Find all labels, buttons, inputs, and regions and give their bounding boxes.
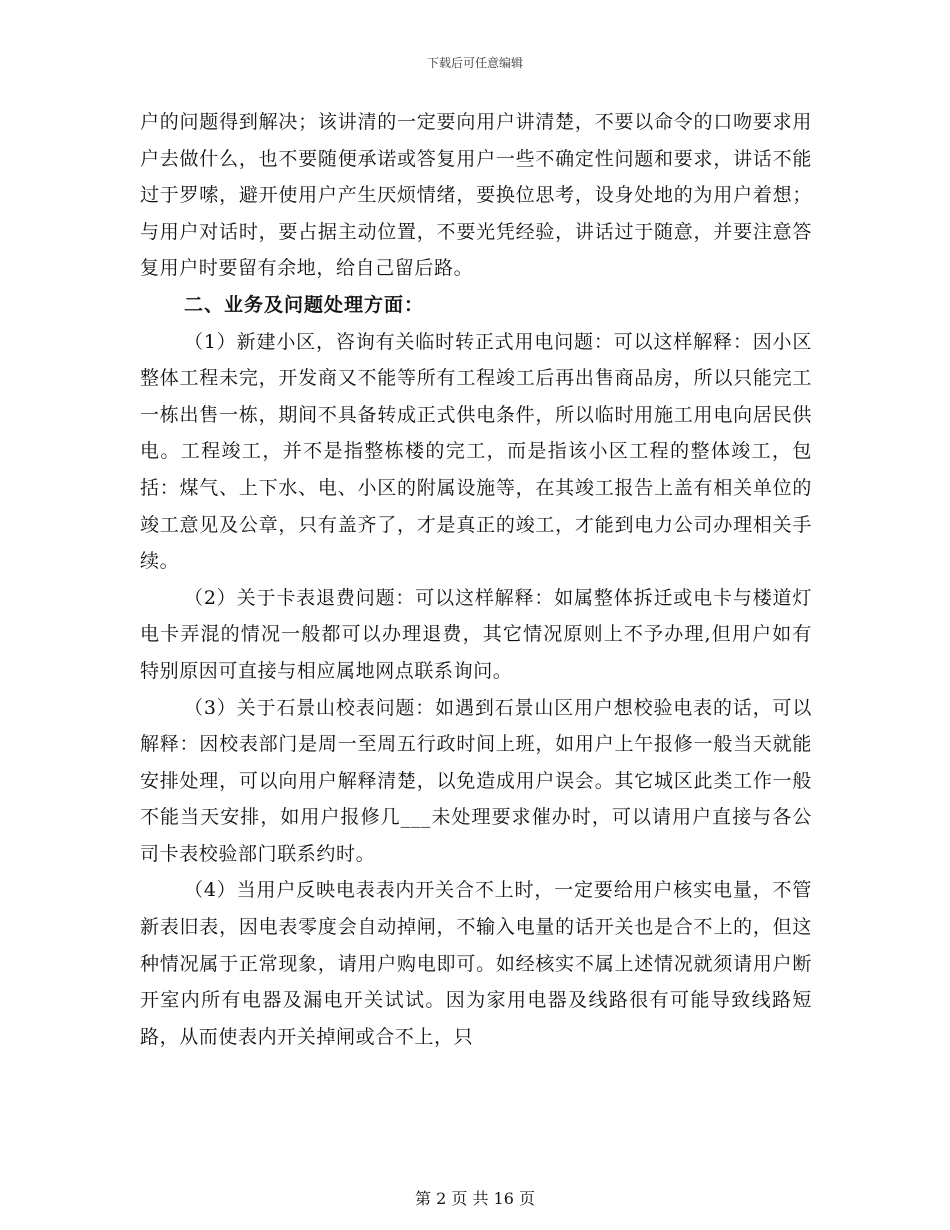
paragraph-item-3: （3）关于石景山校表问题：如遇到石景山区用户想校验电表的话，可以解释：因校表部门是周一至周五行政时间上班，如用户上午报修一般当天就能安排处理，可以向用户解释清楚，以免造成用户误会。其它城区此类工作一般不能当天安排，如用户报修几___未处理要求催办时，可以请用户直接与各公司卡表校验部门联系约时。: [140, 696, 812, 865]
page-number-footer: 第 2 页 共 16 页: [415, 1189, 535, 1208]
page-header-note: 下载后可任意编辑: [426, 56, 523, 70]
paragraph-continuation: 户的问题得到解决；该讲清的一定要向用户讲清楚，不要以命令的口吻要求用户去做什么，也不要随便承诺或答复用户一些不确定性问题和要求，讲话不能过于罗嗦，避开使用户产生厌烦情绪，要换位思考，设身处地的为用户着想；与用户对话时，要占据主动位置，不要光凭经验，讲话过于随意，并要注意答复用户时要留有余地，给自己留后路。: [140, 111, 812, 280]
paragraph-item-1: （1）新建小区，咨询有关临时转正式用电问题：可以这样解释：因小区整体工程未完，开发商又不能等所有工程竣工后再出售商品房，所以只能完工一栋出售一栋，期间不具备转成正式供电条件，所以临时用施工用电向居民供电。工程竣工，并不是指整栋楼的完工，而是指该小区工程的整体竣工，包括：煤气、上下水、电、小区的附属设施等，在其竣工报告上盖有相关单位的竣工意见及公章，只有盖齐了，才是真正的竣工，才能到电力公司办理相关手续。: [140, 330, 812, 573]
paragraph-item-4: （4）当用户反映电表表内开关合不上时，一定要给用户核实电量，不管新表旧表，因电表零度会自动掉闸，不输入电量的话开关也是合不上的，但这种情况属于正常现象，请用户购电即可。如经核实不属上述情况就须请用户断开室内所有电器及漏电开关试试。因为家用电器及线路很有可能导致线路短路，从而使表内开关掉闸或合不上，只: [140, 879, 812, 1048]
paragraph-item-2: （2）关于卡表退费问题：可以这样解释：如属整体拆迁或电卡与楼道灯电卡弄混的情况一般都可以办理退费，其它情况原则上不予办理,但用户如有特别原因可直接与相应属地网点联系询问。: [140, 586, 812, 682]
section-heading: 二、业务及问题处理方面：: [184, 293, 425, 316]
document-body: [140, 104, 812, 1055]
